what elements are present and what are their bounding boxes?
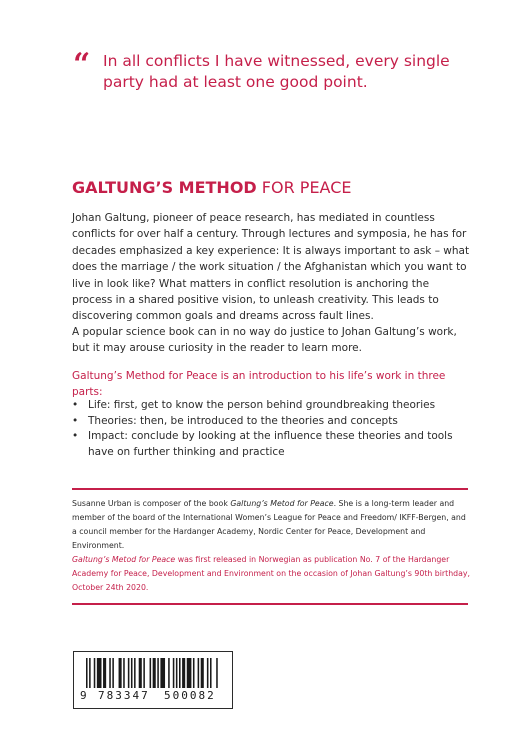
barcode-left-group: 783347 (98, 689, 150, 702)
body-paragraph-1: Johan Galtung, pioneer of peace research, has mediated in countless conflicts for over half a century. Through lectures and symposia, he has for decades emphasized a key experience: It is always important to ask – what does the marriage / the work situation / the Afghanistan which you want to live in look like? What matters in conflict resolution is anchoring the process in a shared positive vision, to unleash creativity. This leads to discovering common goals and dreams across fault lines. (72, 212, 470, 323)
barcode-first-digit: 9 (80, 689, 87, 702)
author-note (72, 497, 472, 553)
body-paragraph-2: A popular science book can in no way do justice to Johan Galtung’s work, but it may arouse curiosity in the reader to learn more. (72, 326, 457, 355)
parts-list (72, 398, 472, 460)
list-item-text: Life: first, get to know the person behind groundbreaking theories (88, 399, 436, 411)
list-item-text: Theories: then, be introduced to the theories and concepts (88, 414, 398, 427)
barcode (73, 651, 233, 709)
barcode-bars-icon (86, 658, 218, 692)
list-item (72, 398, 472, 414)
title-bold: GALTUNG’S METHOD (72, 178, 257, 197)
bottom-divider (72, 603, 468, 605)
quote-mark: “ (73, 47, 91, 82)
publication-book-title: Galtung’s Metod for Peace (72, 555, 176, 564)
bullet-icon: • (72, 414, 79, 427)
bullet-icon: • (72, 399, 79, 411)
barcode-right-group: 500082 (164, 689, 216, 702)
pull-quote: In all conflicts I have witnessed, every single party had at least one good point. (103, 52, 450, 91)
section-title (72, 178, 352, 198)
list-item (72, 429, 472, 460)
title-rest: FOR PEACE (256, 178, 352, 197)
list-item-text: Impact: conclude by looking at the influence these theories and tools have on further thinking and practice (88, 430, 453, 458)
author-note-prefix: Susanne Urban is composer of the book (72, 499, 231, 508)
author-note-book-title: Galtung’s Metod for Peace (230, 499, 334, 508)
publication-note (72, 553, 472, 595)
list-item (72, 414, 472, 430)
bullet-icon: • (72, 430, 79, 442)
publication-note-text: was first released in Norwegian as publication No. 7 of the Hardanger Academy for Peace, Development and Environment on the occasion of Johan Galtung’s 90th birthday, October 24th 2020. (72, 555, 470, 592)
top-divider (72, 488, 468, 490)
author-note-suffix: . She is a long-term leader and member of the board of the International Women’s League for Peace and Freedom/ IKFF-Bergen, and a council member for the Hardanger Academy, Nordic Center for Peace, Development and Environment. (72, 499, 466, 550)
intro-paragraph: Galtung’s Method for Peace is an introduction to his life’s work in three parts: (72, 370, 446, 399)
